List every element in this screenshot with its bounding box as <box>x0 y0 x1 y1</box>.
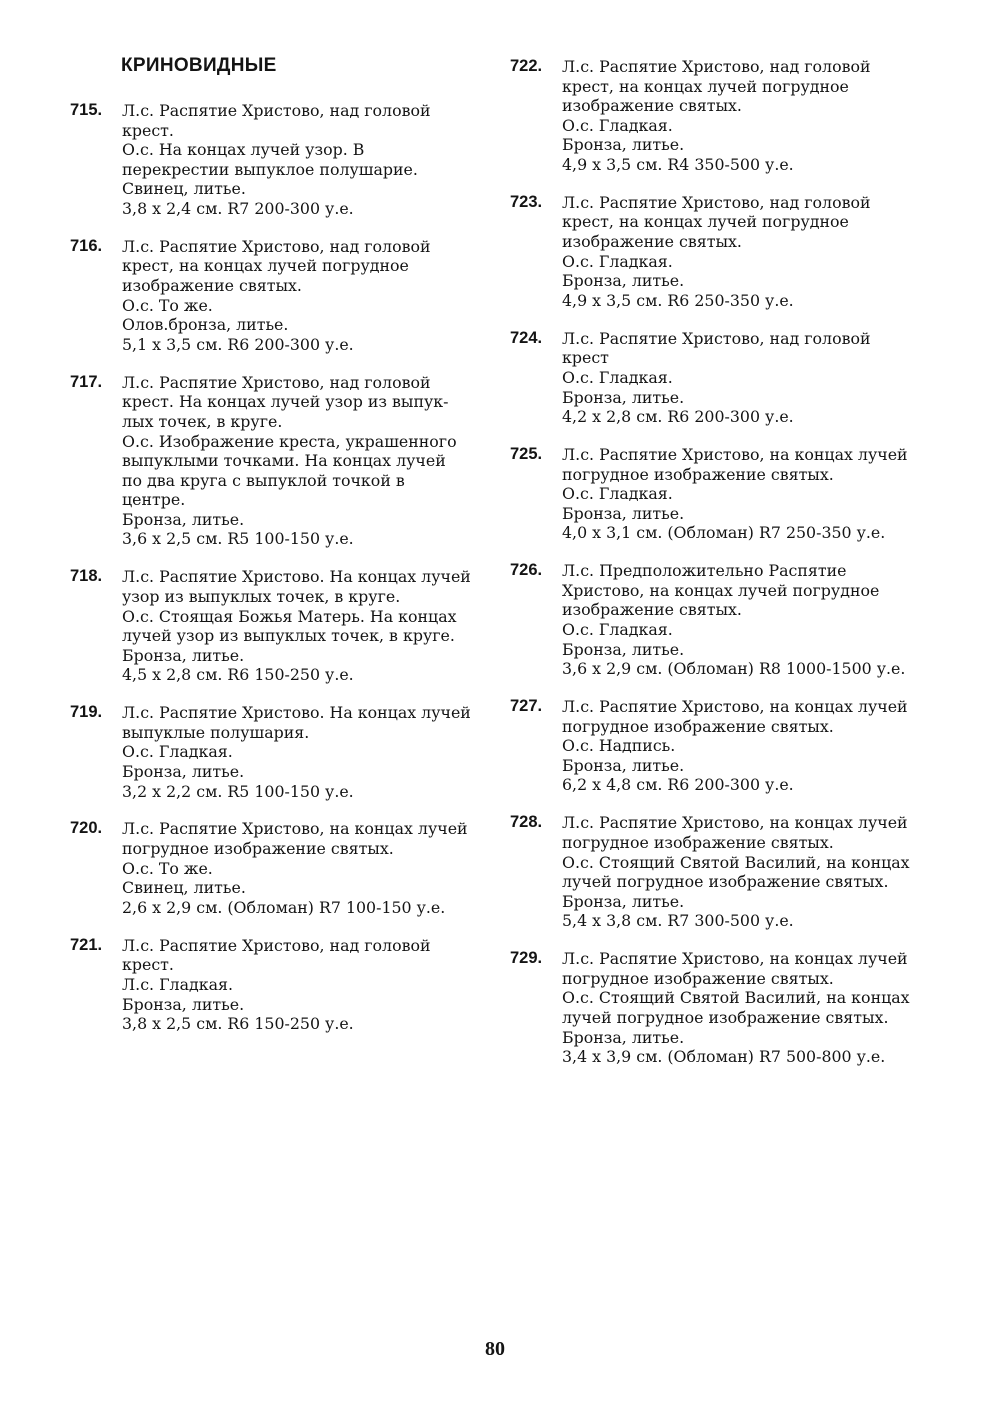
entry-number: 724. <box>510 328 543 347</box>
entry-number: 715. <box>70 101 103 119</box>
description-line: выпуклыми точками. На концах лучей <box>122 451 446 471</box>
description-line: О.с. Стоящая Божья Матерь. На концах <box>122 606 457 626</box>
description-line: крест. <box>122 955 174 975</box>
description-line: 5,4 х 3,8 см. R7 300-500 у.е. <box>562 911 794 931</box>
description-line: 4,9 х 3,5 см. R4 350-500 у.е. <box>562 154 794 174</box>
description-line: 4,5 х 2,8 см. R6 150-250 у.е. <box>122 665 354 685</box>
entry-description <box>562 561 950 679</box>
description-line: О.с. Гладкая. <box>122 742 233 762</box>
catalog-entry <box>510 445 950 543</box>
entry-description <box>122 101 490 219</box>
entry-number: 728. <box>510 813 543 832</box>
left-column <box>70 101 490 1052</box>
description-line: крест, на концах лучей погрудное <box>562 76 849 96</box>
description-line: Л.с. Распятие Христово, над головой <box>562 328 871 348</box>
description-line: Бронза, литье. <box>562 503 685 523</box>
description-line: Л.с. Распятие Христово, над головой <box>122 101 431 120</box>
description-line: 6,2 х 4,8 см. R6 200-300 у.е. <box>562 775 794 795</box>
description-line: изображение святых. <box>562 600 742 620</box>
description-line: Л.с. Распятие Христово, над головой <box>562 57 871 76</box>
description-line: Свинец, литье. <box>122 878 246 898</box>
description-line: 5,1 х 3,5 см. R6 200-300 у.е. <box>122 334 354 354</box>
description-line: Л.с. Распятие Христово, на концах лучей <box>562 813 908 833</box>
description-line: погрудное изображение святых. <box>562 716 834 736</box>
description-line: Бронза, литье. <box>122 994 245 1014</box>
description-line: 3,2 х 2,2 см. R5 100-150 у.е. <box>122 781 354 801</box>
description-line: узор из выпуклых точек, в круге. <box>122 586 401 606</box>
description-line: О.с. То же. <box>122 295 213 315</box>
description-line: Бронза, литье. <box>122 645 245 665</box>
description-line: Христово, на концах лучей погрудное <box>562 580 880 600</box>
entry-description <box>562 813 950 931</box>
entry-description <box>122 936 490 1034</box>
description-line: Л.с. Гладкая. <box>122 974 234 994</box>
entry-description <box>562 57 950 175</box>
description-line: Л.с. Распятие Христово, над головой <box>562 192 871 212</box>
description-line: изображение святых. <box>562 232 742 252</box>
catalog-entry <box>510 561 950 679</box>
description-line: лучей погрудное изображение святых. <box>562 1008 889 1028</box>
description-line: 4,9 х 3,5 см. R6 250-350 у.е. <box>562 290 794 310</box>
description-line: 3,6 х 2,9 см. (Обломан) R8 1000-1500 у.е. <box>562 659 906 679</box>
entry-number: 726. <box>510 561 543 580</box>
description-line: Л.с. Распятие Христово, над головой <box>122 935 431 955</box>
entry-description <box>562 329 950 427</box>
entry-number: 720. <box>70 819 103 838</box>
entry-description <box>122 703 490 801</box>
catalog-entry <box>510 813 950 931</box>
description-line: О.с. Стоящий Святой Василий, на концах <box>562 988 910 1008</box>
description-line: выпуклые полушария. <box>122 722 310 742</box>
description-line: 2,6 х 2,9 см. (Обломан) R7 100-150 у.е. <box>122 897 446 917</box>
description-line: крест, на концах лучей погрудное <box>562 212 849 232</box>
description-line: 4,2 х 2,8 см. R6 200-300 у.е. <box>562 407 794 427</box>
description-line: Л.с. Распятие Христово, на концах лучей <box>562 949 908 969</box>
description-line: крест, на концах лучей погрудное <box>122 256 409 276</box>
description-line: лых точек, в круге. <box>122 411 283 431</box>
entry-description <box>122 237 490 355</box>
description-line: центре. <box>122 490 186 510</box>
catalog-entry <box>70 373 490 549</box>
catalog-entry <box>70 567 490 685</box>
entry-number: 727. <box>510 697 543 716</box>
entry-description <box>562 949 950 1067</box>
entry-number: 729. <box>510 949 543 968</box>
description-line: изображение святых. <box>122 276 302 296</box>
description-line: изображение святых. <box>562 96 742 116</box>
description-line: крест. На концах лучей узор из выпук- <box>122 392 449 412</box>
entry-number: 719. <box>70 703 103 722</box>
description-line: О.с. Гладкая. <box>562 251 673 271</box>
description-line: О.с. Гладкая. <box>562 484 673 504</box>
entry-description <box>562 445 950 543</box>
description-line: Л.с. Распятие Христово. На концах лучей <box>122 703 471 723</box>
description-line: Бронза, литье. <box>562 755 685 775</box>
description-line: 3,8 х 2,5 см. R6 150-250 у.е. <box>122 1014 354 1034</box>
entry-number: 723. <box>510 192 543 211</box>
description-line: Л.с. Распятие Христово, над головой <box>122 236 431 256</box>
entry-number: 721. <box>70 935 103 954</box>
section-title: КРИНОВИДНЫЕ <box>121 55 277 76</box>
description-line: О.с. Гладкая. <box>562 620 673 640</box>
description-line: крест <box>562 348 609 368</box>
description-line: 4,0 х 3,1 см. (Обломан) R7 250-350 у.е. <box>562 523 886 543</box>
description-line: лучей узор из выпуклых точек, в круге. <box>122 626 455 646</box>
description-line: Бронза, литье. <box>562 639 685 659</box>
description-line: Л.с. Распятие Христово, на концах лучей <box>562 697 908 717</box>
catalog-entry <box>510 193 950 311</box>
description-line: 3,8 х 2,4 см. R7 200-300 у.е. <box>122 198 354 218</box>
catalog-entry <box>70 237 490 355</box>
description-line: Л.с. Предположительно Распятие <box>562 561 847 581</box>
description-line: О.с. Надпись. <box>562 736 676 756</box>
description-line: О.с. То же. <box>122 858 213 878</box>
description-line: 3,6 х 2,5 см. R5 100-150 у.е. <box>122 529 354 549</box>
right-column <box>510 57 950 1085</box>
entry-number: 716. <box>70 236 103 255</box>
description-line: Бронза, литье. <box>122 762 245 781</box>
description-line: 3,4 х 3,9 см. (Обломан) R7 500-800 у.е. <box>562 1047 886 1067</box>
catalog-entry <box>510 329 950 427</box>
entry-number: 725. <box>510 444 543 463</box>
entry-number: 717. <box>70 372 103 391</box>
description-line: Олов.бронза, литье. <box>122 315 289 335</box>
description-line: Бронза, литье. <box>122 509 245 529</box>
description-line: Свинец, литье. <box>122 179 246 199</box>
description-line: О.с. Гладкая. <box>562 367 673 387</box>
description-line: погрудное изображение святых. <box>562 832 834 852</box>
description-line: крест. <box>122 120 174 140</box>
description-line: О.с. Стоящий Святой Василий, на концах <box>562 852 910 872</box>
description-line: Бронза, литье. <box>562 271 685 291</box>
catalog-entry <box>70 819 490 917</box>
entry-description <box>122 373 490 549</box>
catalog-entry <box>510 57 950 175</box>
description-line: О.с. На концах лучей узор. В <box>122 140 365 160</box>
catalog-entry <box>70 703 490 801</box>
description-line: Л.с. Распятие Христово. На концах лучей <box>122 567 471 587</box>
catalog-entry <box>70 101 490 219</box>
entry-description <box>122 567 490 685</box>
entry-number: 722. <box>510 57 543 75</box>
description-line: О.с. Гладкая. <box>562 115 673 135</box>
catalog-entry <box>510 949 950 1067</box>
description-line: Л.с. Распятие Христово, над головой <box>122 372 431 392</box>
description-line: лучей погрудное изображение святых. <box>562 872 889 892</box>
catalog-entry <box>510 697 950 795</box>
description-line: Л.с. Распятие Христово, на концах лучей <box>122 819 468 839</box>
entry-description <box>122 819 490 917</box>
description-line: Бронза, литье. <box>562 135 685 155</box>
description-line: Бронза, литье. <box>562 891 685 911</box>
description-line: Бронза, литье. <box>562 1027 685 1047</box>
description-line: перекрестии выпуклое полушарие. <box>122 159 418 179</box>
description-line: О.с. Изображение креста, украшенного <box>122 431 457 451</box>
entry-description <box>562 697 950 795</box>
description-line: погрудное изображение святых. <box>562 464 834 484</box>
entry-number: 718. <box>70 567 103 586</box>
description-line: погрудное изображение святых. <box>562 968 834 988</box>
entry-description <box>562 193 950 311</box>
description-line: погрудное изображение святых. <box>122 839 394 859</box>
description-line: Бронза, литье. <box>562 387 685 407</box>
description-line: Л.с. Распятие Христово, на концах лучей <box>562 444 908 464</box>
description-line: по два круга с выпуклой точкой в <box>122 470 405 490</box>
page-number: 80 <box>485 1338 505 1360</box>
catalog-entry <box>70 936 490 1034</box>
